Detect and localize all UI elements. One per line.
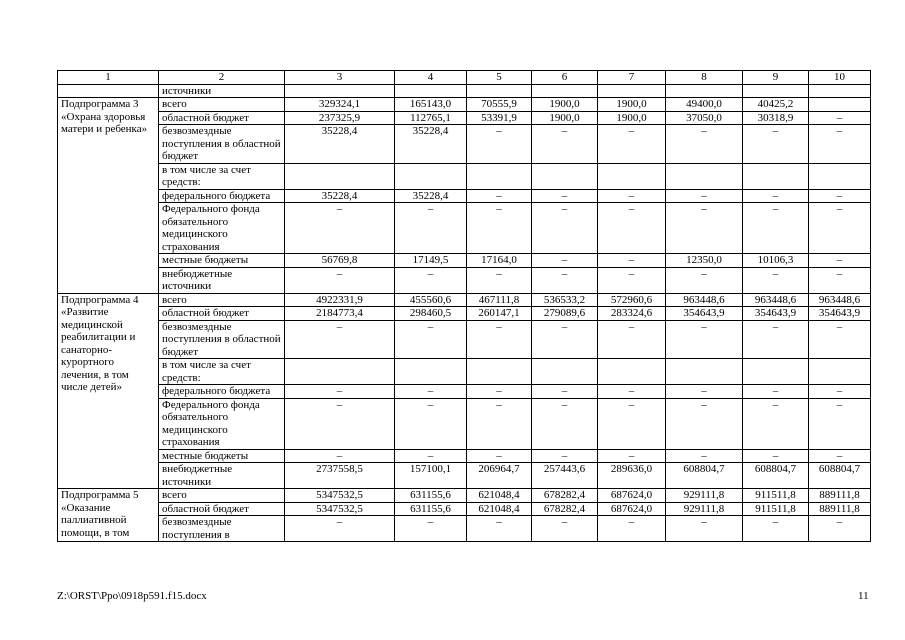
value-cell	[285, 163, 395, 189]
value-cell: 4922331,9	[285, 293, 395, 307]
value-cell: –	[598, 516, 666, 542]
column-header: 4	[395, 71, 467, 85]
value-cell: –	[743, 203, 809, 254]
table-row	[58, 489, 871, 503]
header-row	[58, 71, 871, 85]
value-cell: –	[666, 203, 743, 254]
value-cell: –	[598, 203, 666, 254]
footer-file-path: Z:\ORST\Ppo\0918p591.f15.docx	[57, 590, 207, 602]
value-cell: 35228,4	[395, 189, 467, 203]
table-row	[58, 320, 871, 359]
value-cell: 17164,0	[467, 254, 532, 268]
value-cell: 5347532,5	[285, 489, 395, 503]
value-cell: 56769,8	[285, 254, 395, 268]
value-cell	[598, 359, 666, 385]
value-cell: 631155,6	[395, 502, 467, 516]
value-cell: 5347532,5	[285, 502, 395, 516]
value-cell: –	[809, 320, 871, 359]
table-row	[58, 293, 871, 307]
value-cell: 10106,3	[743, 254, 809, 268]
value-cell: –	[285, 267, 395, 293]
value-cell: 2737558,5	[285, 463, 395, 489]
value-cell: 687624,0	[598, 489, 666, 503]
value-cell: 621048,4	[467, 489, 532, 503]
value-cell: 112765,1	[395, 111, 467, 125]
value-cell: 467111,8	[467, 293, 532, 307]
value-cell: –	[467, 267, 532, 293]
value-cell: 40425,2	[743, 98, 809, 112]
source-cell: безвозмездные поступления в	[159, 516, 285, 542]
column-header: 8	[666, 71, 743, 85]
value-cell: 608804,7	[809, 463, 871, 489]
value-cell: 298460,5	[395, 307, 467, 321]
source-cell: всего	[159, 489, 285, 503]
subprogram-cell-empty	[58, 84, 159, 98]
value-cell: 37050,0	[666, 111, 743, 125]
value-cell: –	[285, 320, 395, 359]
source-cell: областной бюджет	[159, 111, 285, 125]
value-cell: –	[395, 516, 467, 542]
value-cell: –	[532, 398, 598, 449]
value-cell: 1900,0	[532, 98, 598, 112]
value-cell: 889111,8	[809, 502, 871, 516]
value-cell: –	[809, 125, 871, 164]
value-cell: –	[598, 254, 666, 268]
value-cell: –	[532, 320, 598, 359]
value-cell	[809, 359, 871, 385]
value-cell	[743, 84, 809, 98]
column-header: 2	[159, 71, 285, 85]
value-cell: –	[285, 203, 395, 254]
value-cell: 289636,0	[598, 463, 666, 489]
table-row	[58, 267, 871, 293]
value-cell	[532, 84, 598, 98]
value-cell: –	[467, 189, 532, 203]
value-cell: 283324,6	[598, 307, 666, 321]
budget-table	[57, 70, 871, 542]
value-cell: 621048,4	[467, 502, 532, 516]
value-cell: 631155,6	[395, 489, 467, 503]
value-cell: 929111,8	[666, 489, 743, 503]
value-cell	[743, 163, 809, 189]
value-cell	[598, 163, 666, 189]
column-header: 1	[58, 71, 159, 85]
value-cell: 911511,8	[743, 489, 809, 503]
value-cell: –	[532, 203, 598, 254]
value-cell: –	[809, 267, 871, 293]
value-cell: 35228,4	[285, 189, 395, 203]
source-cell: безвозмездные поступления в областной бюджет	[159, 320, 285, 359]
value-cell: –	[395, 203, 467, 254]
value-cell: –	[666, 320, 743, 359]
value-cell	[285, 84, 395, 98]
column-header: 6	[532, 71, 598, 85]
value-cell	[666, 359, 743, 385]
value-cell: –	[743, 320, 809, 359]
value-cell: –	[395, 398, 467, 449]
value-cell: –	[666, 516, 743, 542]
value-cell: –	[809, 516, 871, 542]
value-cell: 35228,4	[395, 125, 467, 164]
source-cell: федерального бюджета	[159, 189, 285, 203]
value-cell	[467, 359, 532, 385]
source-cell: всего	[159, 98, 285, 112]
table-row	[58, 189, 871, 203]
value-cell: –	[809, 398, 871, 449]
value-cell: –	[743, 267, 809, 293]
source-cell: федерального бюджета	[159, 385, 285, 399]
value-cell	[598, 84, 666, 98]
value-cell	[532, 163, 598, 189]
value-cell: –	[467, 449, 532, 463]
value-cell: 165143,0	[395, 98, 467, 112]
column-header: 9	[743, 71, 809, 85]
value-cell: –	[598, 189, 666, 203]
value-cell: –	[532, 449, 598, 463]
value-cell: –	[532, 189, 598, 203]
source-cell: безвозмездные поступления в областной бюджет	[159, 125, 285, 164]
value-cell: –	[532, 385, 598, 399]
source-cell: местные бюджеты	[159, 254, 285, 268]
value-cell	[666, 84, 743, 98]
column-header: 5	[467, 71, 532, 85]
value-cell: –	[285, 398, 395, 449]
value-cell	[395, 359, 467, 385]
value-cell: 30318,9	[743, 111, 809, 125]
subprogram-title: Подпрограмма 5 «Оказание паллиативной помощи, в том	[58, 489, 159, 542]
table-row	[58, 307, 871, 321]
table-body	[58, 71, 871, 542]
value-cell: –	[532, 125, 598, 164]
column-header: 7	[598, 71, 666, 85]
source-cell: Федерального фонда обязательного медицинского страхования	[159, 398, 285, 449]
value-cell: –	[285, 385, 395, 399]
value-cell: 889111,8	[809, 489, 871, 503]
table-row	[58, 359, 871, 385]
source-cell: в том числе за счет средств:	[159, 163, 285, 189]
table-row	[58, 449, 871, 463]
value-cell	[743, 359, 809, 385]
value-cell: –	[743, 516, 809, 542]
value-cell: –	[666, 125, 743, 164]
value-cell: 329324,1	[285, 98, 395, 112]
source-cell: областной бюджет	[159, 307, 285, 321]
value-cell: 1900,0	[598, 111, 666, 125]
footer-page-number: 11	[858, 590, 869, 602]
column-header: 10	[809, 71, 871, 85]
table-row	[58, 125, 871, 164]
table-row	[58, 502, 871, 516]
value-cell: 354643,9	[666, 307, 743, 321]
subprogram-title: Подпрограмма 3 «Охрана здоровья матери и ребенка»	[58, 98, 159, 294]
value-cell: 1900,0	[598, 98, 666, 112]
value-cell: –	[532, 516, 598, 542]
value-cell: 257443,6	[532, 463, 598, 489]
table-row	[58, 254, 871, 268]
value-cell: –	[809, 189, 871, 203]
value-cell: 354643,9	[809, 307, 871, 321]
table-row	[58, 98, 871, 112]
value-cell: –	[666, 398, 743, 449]
source-cell: в том числе за счет средств:	[159, 359, 285, 385]
value-cell: –	[809, 203, 871, 254]
table-row	[58, 163, 871, 189]
table-row	[58, 203, 871, 254]
value-cell: –	[666, 385, 743, 399]
value-cell: –	[467, 125, 532, 164]
column-header: 3	[285, 71, 395, 85]
value-cell: 49400,0	[666, 98, 743, 112]
value-cell: –	[467, 385, 532, 399]
value-cell: 206964,7	[467, 463, 532, 489]
value-cell: –	[598, 385, 666, 399]
value-cell: 608804,7	[666, 463, 743, 489]
value-cell: –	[743, 385, 809, 399]
value-cell: –	[743, 125, 809, 164]
value-cell: –	[395, 449, 467, 463]
value-cell: 678282,4	[532, 502, 598, 516]
value-cell: –	[395, 267, 467, 293]
value-cell: –	[395, 320, 467, 359]
value-cell: –	[743, 398, 809, 449]
value-cell: –	[598, 449, 666, 463]
value-cell: –	[467, 320, 532, 359]
value-cell: –	[467, 398, 532, 449]
value-cell: 260147,1	[467, 307, 532, 321]
value-cell: –	[809, 111, 871, 125]
source-cell: внебюджетные источники	[159, 463, 285, 489]
continuation-row	[58, 84, 871, 98]
value-cell: –	[598, 267, 666, 293]
value-cell: –	[809, 385, 871, 399]
value-cell	[285, 359, 395, 385]
value-cell	[666, 163, 743, 189]
value-cell: –	[666, 189, 743, 203]
subprogram-title: Подпрограмма 4 «Развитие медицинской реабилитации и санаторно-курортного лечения, в том числе детей»	[58, 293, 159, 489]
value-cell: –	[395, 385, 467, 399]
value-cell: 53391,9	[467, 111, 532, 125]
value-cell	[532, 359, 598, 385]
value-cell: 929111,8	[666, 502, 743, 516]
value-cell: –	[285, 516, 395, 542]
value-cell: 455560,6	[395, 293, 467, 307]
value-cell	[395, 163, 467, 189]
value-cell: –	[809, 449, 871, 463]
value-cell: –	[467, 203, 532, 254]
value-cell: 911511,8	[743, 502, 809, 516]
value-cell	[395, 84, 467, 98]
value-cell	[809, 98, 871, 112]
value-cell: 1900,0	[532, 111, 598, 125]
value-cell: –	[598, 398, 666, 449]
value-cell: –	[598, 320, 666, 359]
value-cell: 2184773,4	[285, 307, 395, 321]
value-cell: 536533,2	[532, 293, 598, 307]
source-cell: местные бюджеты	[159, 449, 285, 463]
table-row	[58, 398, 871, 449]
value-cell: 35228,4	[285, 125, 395, 164]
value-cell	[467, 163, 532, 189]
value-cell	[809, 84, 871, 98]
value-cell: –	[532, 267, 598, 293]
value-cell: 678282,4	[532, 489, 598, 503]
source-cell: всего	[159, 293, 285, 307]
value-cell: –	[743, 189, 809, 203]
value-cell: –	[285, 449, 395, 463]
value-cell: 963448,6	[809, 293, 871, 307]
value-cell: –	[467, 516, 532, 542]
table-row	[58, 385, 871, 399]
table-row	[58, 463, 871, 489]
value-cell: –	[666, 449, 743, 463]
value-cell: 12350,0	[666, 254, 743, 268]
value-cell: –	[532, 254, 598, 268]
value-cell: 237325,9	[285, 111, 395, 125]
value-cell: 279089,6	[532, 307, 598, 321]
value-cell: 70555,9	[467, 98, 532, 112]
value-cell: 157100,1	[395, 463, 467, 489]
source-cell: областной бюджет	[159, 502, 285, 516]
value-cell: 354643,9	[743, 307, 809, 321]
source-cell: источники	[159, 84, 285, 98]
value-cell: –	[598, 125, 666, 164]
value-cell: 963448,6	[743, 293, 809, 307]
value-cell: 687624,0	[598, 502, 666, 516]
source-cell: внебюджетные источники	[159, 267, 285, 293]
source-cell: Федерального фонда обязательного медицинского страхования	[159, 203, 285, 254]
value-cell: 963448,6	[666, 293, 743, 307]
table-row	[58, 516, 871, 542]
value-cell: 608804,7	[743, 463, 809, 489]
value-cell: 572960,6	[598, 293, 666, 307]
table-row	[58, 111, 871, 125]
value-cell: –	[809, 254, 871, 268]
value-cell: –	[666, 267, 743, 293]
value-cell: –	[743, 449, 809, 463]
value-cell	[467, 84, 532, 98]
value-cell: 17149,5	[395, 254, 467, 268]
value-cell	[809, 163, 871, 189]
